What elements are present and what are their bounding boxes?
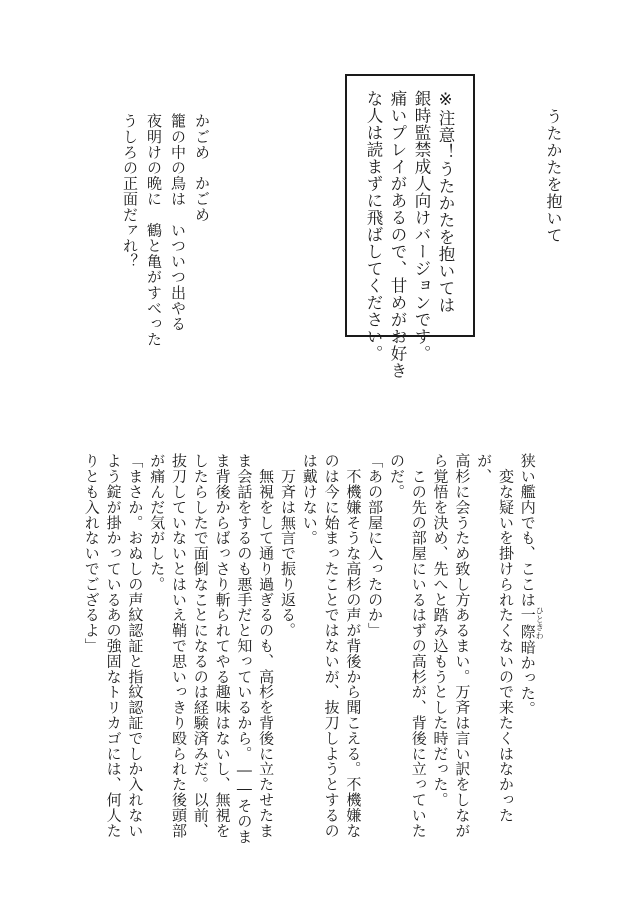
story-text: 暗かった。 <box>518 639 537 717</box>
story-line: 「まさか。おぬしの声紋認証と指紋認証でしか入れない <box>126 453 145 838</box>
story-line: 「あの部屋に入ったのか」 <box>366 453 385 638</box>
story-line: のは今に始まったことではないが、抜刀しようとするの <box>322 453 341 838</box>
notice-line: 痛いプレイがあるので、甘めがお好き <box>388 90 407 379</box>
story-line: りとも入れないでござるよ」 <box>82 453 101 654</box>
story-body <box>80 453 544 853</box>
song-line: かごめ かごめ <box>193 113 211 223</box>
notice-box <box>345 74 475 379</box>
story-line: 無視をして通り過ぎるのも、高杉を背後に立たせたま <box>257 453 276 838</box>
story-line: 万斉は無言で振り返る。 <box>278 453 297 638</box>
story-line <box>518 453 545 717</box>
ruby-word <box>518 606 545 640</box>
story-text: 狭い艦内でも、ここは <box>518 453 537 607</box>
notice-line: な人は読まずに飛ばしてください。 <box>364 90 383 362</box>
story-line: のだ。 <box>387 453 406 500</box>
story-title: うたかたを抱いて <box>544 108 563 244</box>
story-line: ら覚悟を決め、先へと踏み込もうとした時だった。 <box>431 453 450 808</box>
story-line: ま背後からばっさり斬られてやる趣味はないし、無視を <box>213 453 232 838</box>
story-line: 高杉に会うため致し方あるまい。万斉は言い訳をしなが <box>453 453 472 838</box>
story-line: 不機嫌そうな高杉の声が背後から聞こえる。不機嫌な <box>344 453 363 838</box>
story-line: は戴けない。 <box>300 453 319 546</box>
notice-line: 銀時監禁成人向けバージョンです。 <box>412 90 431 362</box>
story-line: よう錠が掛かっているあの強固なトリカゴには、何人た <box>104 453 123 838</box>
story-line: ま会話をするのも悪手だと知っているから。――そのま <box>235 453 254 844</box>
story-line: が痛んだ気がした。 <box>148 453 167 592</box>
story-line: 変な疑いを掛けられたくないので来たくはなかったが、 <box>475 453 515 823</box>
ruby-base: 一際 <box>518 606 537 640</box>
song-line: うしろの正面だァれ？ <box>121 113 139 269</box>
song-line: 籠の中の鳥は いついつ出やる <box>169 113 187 332</box>
ruby-reading: ひときわ <box>535 606 545 640</box>
song-line: 夜明けの晩に 鶴と亀がすべった <box>145 113 163 347</box>
story-line: この先の部屋にいるはずの高杉が、背後に立っていた <box>409 453 428 838</box>
epigraph-song <box>118 113 214 347</box>
notice-line: ※注意！うたかたを抱いては <box>436 90 455 314</box>
story-line: したらしたで面倒なことになるのは経験済みだ。以前、 <box>191 453 210 838</box>
story-line: 抜刀していないとはいえ鞘で思いっきり殴られた後頭部 <box>169 453 188 838</box>
notice-text <box>361 90 457 379</box>
